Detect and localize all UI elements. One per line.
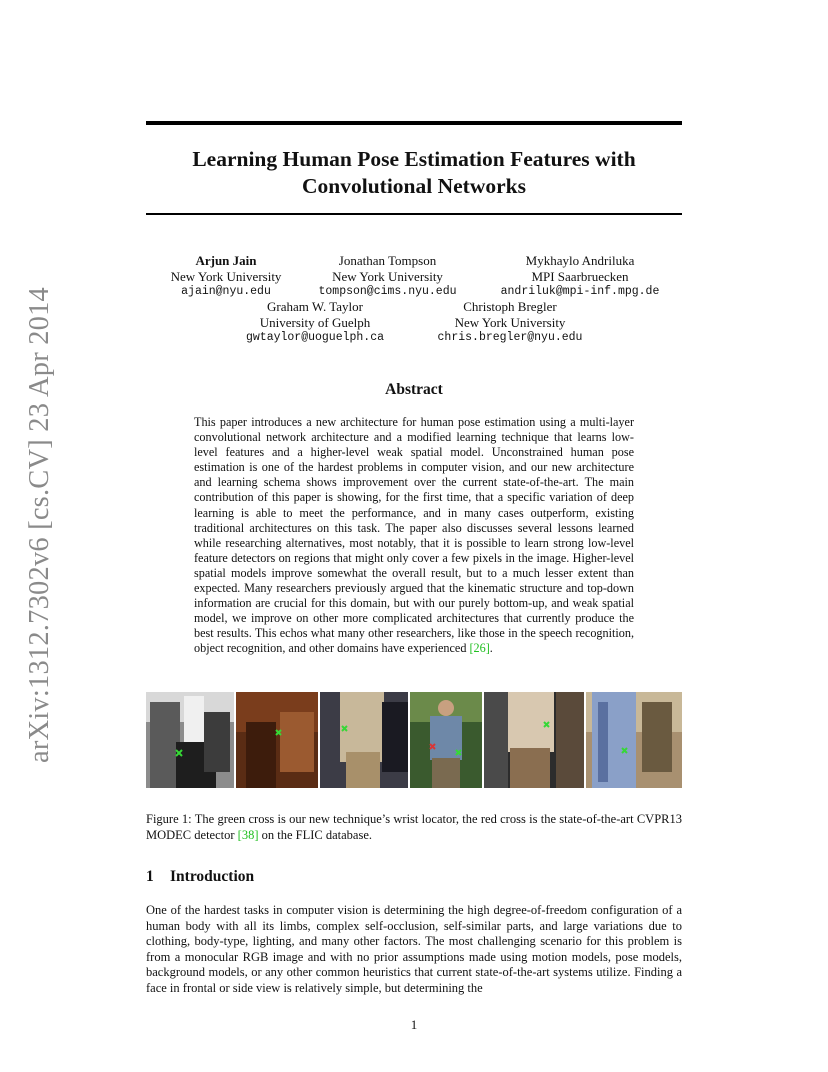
caption-text: Figure 1: The green cross is our new technique’s wrist locator, the red cross is the state-of-the-art CVPR13 MODEC detector (146, 812, 682, 842)
author-email: chris.bregler@nyu.edu (437, 331, 583, 344)
figure-caption (146, 812, 682, 843)
title-bottom-rule (146, 213, 682, 215)
title-line-2: Convolutional Networks (302, 174, 526, 198)
section-number: 1 (146, 868, 154, 885)
author-block-jain (146, 253, 306, 300)
abstract-body (194, 415, 634, 657)
author-name: Jonathan Tompson (338, 253, 437, 268)
section-heading (146, 868, 254, 886)
author-affiliation: MPI Saarbruecken (531, 268, 629, 284)
section-title: Introduction (170, 868, 255, 885)
author-block-taylor (225, 299, 405, 346)
abstract-heading: Abstract (385, 381, 443, 398)
abstract-end: . (489, 641, 493, 656)
figure-image-5 (484, 692, 584, 788)
caption-citation-link[interactable]: [38] (237, 827, 259, 842)
author-block-andriluka (480, 253, 680, 300)
author-affiliation: New York University (332, 268, 443, 284)
author-affiliation: University of Guelph (259, 314, 371, 330)
figure-image-2 (236, 692, 318, 788)
author-block-bregler (420, 299, 600, 346)
author-email: tompson@cims.nyu.edu (318, 285, 457, 298)
author-name: Graham W. Taylor (267, 299, 363, 314)
figure-image-6 (586, 692, 682, 788)
author-email: andriluk@mpi-inf.mpg.de (500, 285, 660, 298)
author-name: Christoph Bregler (463, 299, 557, 314)
author-email: ajain@nyu.edu (181, 285, 271, 298)
paper-title (146, 146, 682, 200)
figure-image-4 (410, 692, 482, 788)
author-name: Arjun Jain (195, 253, 257, 268)
title-top-rule (146, 121, 682, 125)
abstract-citation-link[interactable]: [26] (469, 641, 490, 656)
author-block-tompson (305, 253, 470, 300)
abstract-text: This paper introduces a new architecture for human pose estimation using a multi-layer convolutional network architecture and a modified learning technique that learns low-level features and a higher-level weak spatial model. Unconstrained human pose estimation is one of the hardest problems in computer vision, and our new architecture and learning schema shows improvement over the current state-of-the-art. The main contribution of this paper is showing, for the first time, that a specific variation of deep learning is able to meet the performance, and in many cases outperform, existing traditional architectures on this task. The paper also discusses several lessons learned while researching alternatives, most notably, that it is possible to learn strong low-level feature detectors on regions that might only cover a few pixels in the image. Higher-level spatial models improve somewhat the overall result, but to a much lesser extent than expected. Many researchers previously argued that the kinematic structure and top-down information are crucial for this domain, but with our purely bottom-up, and weak spatial model, we improve on other more complicated architectures that currently produce the best results. This echos what many other researchers, like those in the speech recognition, object recognition, and other domains have experienced (194, 415, 634, 656)
intro-paragraph: One of the hardest tasks in computer vision is determining the high degree-of-freedom configuration of a human body with all its limbs, complex self-occlusion, self-similar parts, and large variations due to clothing, body-type, lighting, and many other factors. The most challenging scenario for this problem is from a monocular RGB image and with no prior assumptions made using motion models, pose models, background models, or any other common heuristics that current state-of-the-art systems utilize. Finding a face in frontal or side view is relatively simple, but determining the (146, 903, 682, 995)
figure-image-1 (146, 692, 234, 788)
page-number: 1 (410, 1017, 418, 1032)
author-name: Mykhaylo Andriluka (525, 253, 635, 268)
arxiv-id: arXiv:1312.7302v6 [cs.CV] 23 Apr 2014 (24, 286, 55, 764)
author-affiliation: New York University (454, 314, 566, 330)
author-affiliation: New York University (170, 268, 282, 284)
author-email: gwtaylor@uoguelph.ca (245, 331, 385, 344)
title-line-1: Learning Human Pose Estimation Features with (192, 147, 636, 171)
caption-text-end: on the FLIC database. (258, 827, 372, 842)
figure-image-3 (320, 692, 408, 788)
